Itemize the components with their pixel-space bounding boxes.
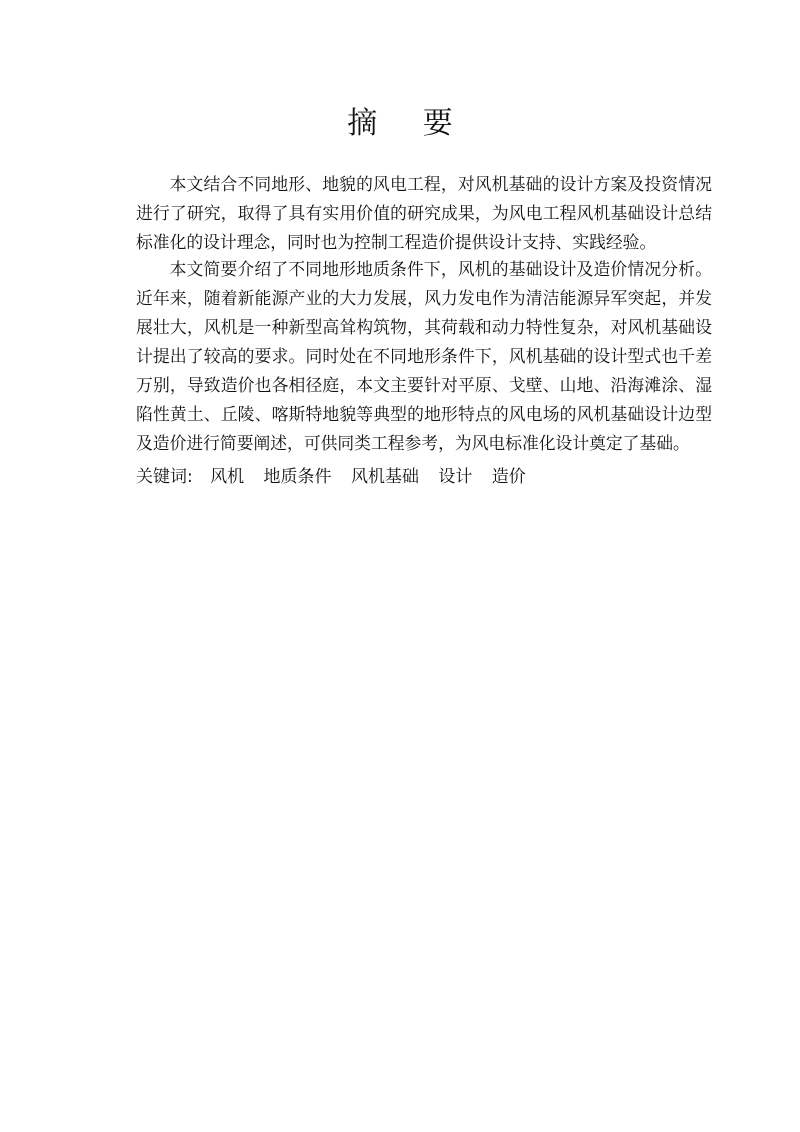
abstract-title: 摘 要 [347,106,471,141]
keyword: 地质条件 [263,467,332,487]
keywords-line [136,463,712,492]
keyword: 风机基础 [350,467,419,487]
keywords-label: 关键词: [136,467,193,487]
abstract-paragraph-2: 本文简要介绍了不同地形地质条件下，风机的基础设计及造价情况分析。近年来，随着新能源产业的大力发展，风力发电作为清洁能源异军突起，并发展壮大，风机是一种新型高耸构筑物，其荷载和动力特性复杂，对风机基础设计提出了较高的要求。同时处在不同地形条件下，风机基础的设计型式也千差万别，导致造价也各相径庭，本文主要针对平原、戈壁、山地、沿海滩涂、湿陷性黄土、丘陵、喀斯特地貌等典型的地形特点的风电场的风机基础设计边型及造价进行简要阐述，可供同类工程参考，为风电标准化设计奠定了基础。 [136,259,712,453]
abstract-paragraph-1: 本文结合不同地形、地貌的风电工程，对风机基础的设计方案及投资情况进行了研究，取得了具有实用价值的研究成果，为风电工程风机基础设计总结标准化的设计理念，同时也为控制工程造价提供设计支持、实践经验。 [136,174,712,252]
keyword: 风机 [210,467,245,487]
keyword: 造价 [491,467,526,487]
keyword: 设计 [438,467,473,487]
